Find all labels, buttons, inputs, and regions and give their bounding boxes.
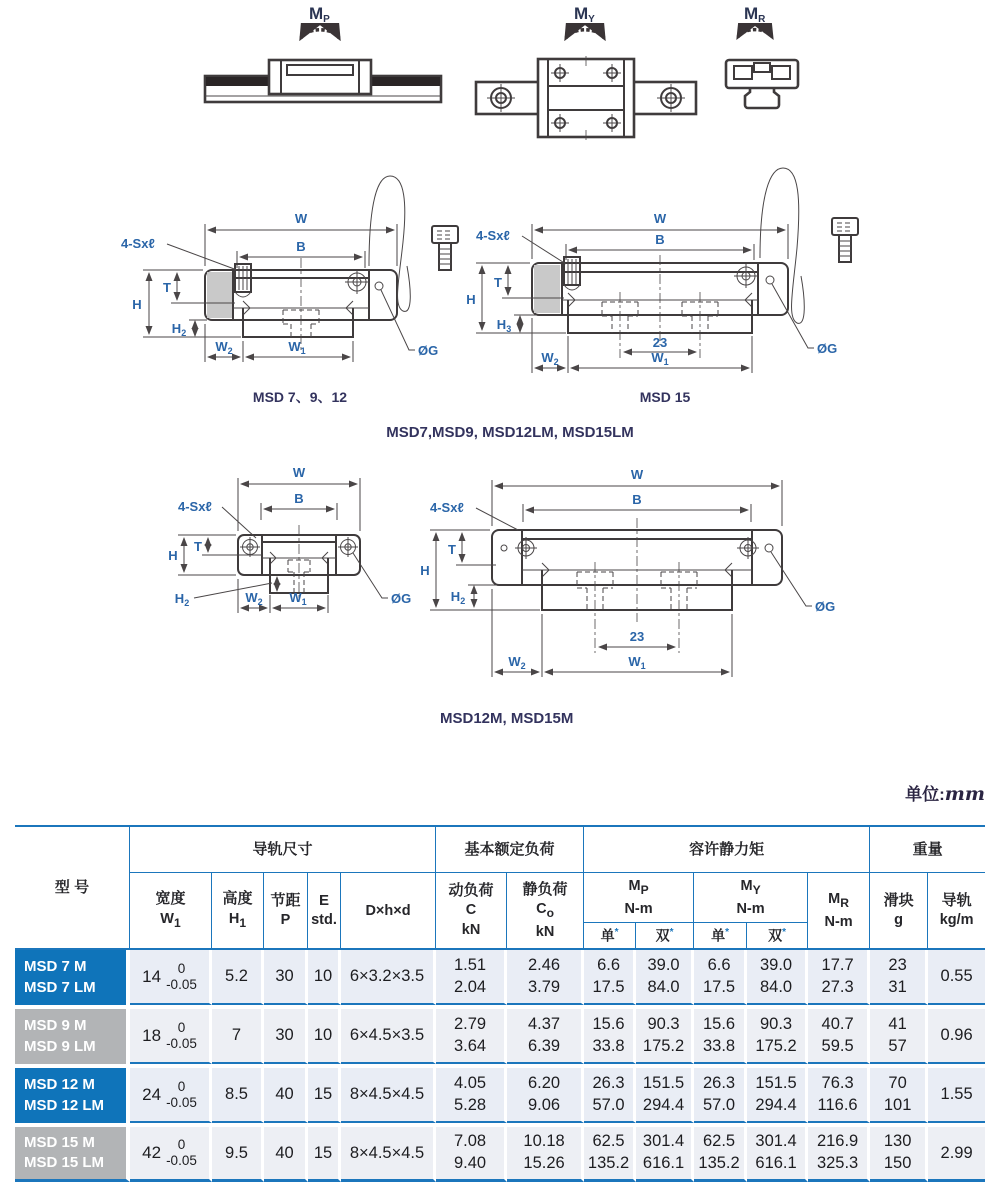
dim-og: ØG bbox=[418, 343, 439, 358]
dim-t: T bbox=[194, 539, 202, 554]
cell-w1: 42 0 -0.05 bbox=[130, 1127, 212, 1182]
cell-w1: 18 0 -0.05 bbox=[130, 1009, 212, 1064]
cell-c: 4.05 5.28 bbox=[436, 1068, 507, 1123]
header-mp-double: 双* bbox=[636, 923, 694, 950]
mounting-screw-illustration bbox=[832, 218, 858, 262]
moment-my-arc-arrow bbox=[561, 23, 609, 41]
dim-w1: $W_1$ bbox=[651, 350, 669, 367]
cell-mp-double: 151.5 294.4 bbox=[636, 1068, 694, 1123]
header-pitch: 节距 P bbox=[264, 873, 308, 950]
cell-g: 23 31 bbox=[870, 950, 928, 1005]
cell-my-single: 26.3 57.0 bbox=[694, 1068, 747, 1123]
cell-mp-single: 26.3 57.0 bbox=[584, 1068, 636, 1123]
dim-h3: $H_3$ bbox=[496, 317, 512, 334]
mp-side-view bbox=[203, 58, 443, 108]
dim-t: T bbox=[494, 275, 502, 290]
moment-my-label: MY bbox=[574, 4, 595, 25]
cell-w1: 24 0 -0.05 bbox=[130, 1068, 212, 1123]
my-top-view bbox=[474, 56, 702, 140]
dim-h2: $H_2$ bbox=[171, 321, 187, 338]
dim-w: W bbox=[294, 211, 308, 226]
moment-mr-label: MR bbox=[744, 4, 766, 25]
dim-og: ØG bbox=[817, 341, 838, 356]
cell-mp-single: 15.6 33.8 bbox=[584, 1009, 636, 1064]
cell-mr: 76.3 116.6 bbox=[808, 1068, 870, 1123]
cell-c: 1.51 2.04 bbox=[436, 950, 507, 1005]
dim-t: T bbox=[448, 542, 456, 557]
cell-h1: 7 bbox=[212, 1009, 264, 1064]
cell-p: 30 bbox=[264, 950, 308, 1005]
cell-c0: 10.18 15.26 bbox=[507, 1127, 584, 1182]
cell-e: 15 bbox=[308, 1068, 341, 1123]
header-group-static-moment: 容许静力矩 bbox=[584, 825, 870, 873]
dim-b: B bbox=[294, 491, 304, 506]
cell-my-double: 151.5 294.4 bbox=[747, 1068, 808, 1123]
model-cell: MSD 12 M MSD 12 LM bbox=[15, 1068, 130, 1123]
dim-23: 23 bbox=[652, 335, 668, 350]
cell-h1: 9.5 bbox=[212, 1127, 264, 1182]
dim-og: ØG bbox=[815, 599, 836, 614]
shaded-end-block bbox=[207, 272, 233, 318]
cell-g: 130 150 bbox=[870, 1127, 928, 1182]
cell-my-double: 90.3 175.2 bbox=[747, 1009, 808, 1064]
dim-h: H bbox=[168, 548, 178, 563]
caption-msd-15: MSD 15 bbox=[639, 389, 691, 405]
cell-kgm: 0.55 bbox=[928, 950, 985, 1005]
cell-c0: 4.37 6.39 bbox=[507, 1009, 584, 1064]
table-row-msd12 bbox=[15, 1068, 985, 1123]
header-model: 型 号 bbox=[15, 825, 130, 950]
header-rail-weight: 导轨 kg/m bbox=[928, 873, 985, 950]
msd-12m-15m-wide-drawing bbox=[410, 450, 870, 690]
cell-dhd: 8×4.5×4.5 bbox=[341, 1068, 436, 1123]
dim-b: B bbox=[296, 239, 306, 254]
header-width: 宽度 $W_1$ bbox=[130, 873, 212, 950]
cell-mp-single: 6.6 17.5 bbox=[584, 950, 636, 1005]
cell-dhd: 8×4.5×4.5 bbox=[341, 1127, 436, 1182]
cell-c: 2.79 3.64 bbox=[436, 1009, 507, 1064]
dim-w2: $W_2$ bbox=[245, 590, 263, 607]
dim-w1: $W_1$ bbox=[288, 339, 306, 356]
spec-table bbox=[15, 825, 985, 1182]
moment-mp-label: MP bbox=[309, 4, 330, 25]
header-mp-single: 单* bbox=[584, 923, 636, 950]
cell-g: 41 57 bbox=[870, 1009, 928, 1064]
caption-group2: MSD12M, MSD15M bbox=[440, 710, 574, 727]
model-cell: MSD 9 M MSD 9 LM bbox=[15, 1009, 130, 1064]
cell-p: 30 bbox=[264, 1009, 308, 1064]
dim-w2: $W_2$ bbox=[541, 350, 559, 367]
header-my: $M_Y$ N-m bbox=[694, 873, 808, 923]
cell-h1: 5.2 bbox=[212, 950, 264, 1005]
dim-h2: $H_2$ bbox=[174, 591, 190, 608]
dim-screws: 4-Sxℓ bbox=[430, 500, 464, 515]
header-my-double: 双* bbox=[747, 923, 808, 950]
mr-end-view bbox=[722, 58, 802, 112]
dim-og: ØG bbox=[391, 591, 412, 606]
cell-mp-double: 90.3 175.2 bbox=[636, 1009, 694, 1064]
cell-my-single: 62.5 135.2 bbox=[694, 1127, 747, 1182]
dim-screws: 4-Sxℓ bbox=[178, 499, 212, 514]
header-e: E std. bbox=[308, 873, 341, 950]
cell-w1: 14 0 -0.05 bbox=[130, 950, 212, 1005]
cell-dhd: 6×4.5×3.5 bbox=[341, 1009, 436, 1064]
dim-b: B bbox=[655, 232, 665, 247]
header-height: 高度 $H_1$ bbox=[212, 873, 264, 950]
cell-p: 40 bbox=[264, 1068, 308, 1123]
dim-w: W bbox=[653, 211, 667, 226]
cell-e: 10 bbox=[308, 1009, 341, 1064]
cell-e: 10 bbox=[308, 950, 341, 1005]
cell-mr: 17.7 27.3 bbox=[808, 950, 870, 1005]
cell-my-double: 301.4 616.1 bbox=[747, 1127, 808, 1182]
dim-screws: 4-Sxℓ bbox=[476, 228, 510, 243]
header-mp: $M_P$ N-m bbox=[584, 873, 694, 923]
dim-w: W bbox=[630, 467, 644, 482]
cell-mr: 216.9 325.3 bbox=[808, 1127, 870, 1182]
table-row-msd15 bbox=[15, 1127, 985, 1182]
dim-w: W bbox=[292, 465, 306, 480]
cell-c: 7.08 9.40 bbox=[436, 1127, 507, 1182]
dim-h2: $H_2$ bbox=[450, 589, 466, 606]
header-block-weight: 滑块 g bbox=[870, 873, 928, 950]
header-my-single: 单* bbox=[694, 923, 747, 950]
msd-7-9-12-drawing bbox=[85, 160, 465, 410]
cell-mp-double: 301.4 616.1 bbox=[636, 1127, 694, 1182]
header-group-weight: 重量 bbox=[870, 825, 985, 873]
cell-c0: 2.46 3.79 bbox=[507, 950, 584, 1005]
moment-mp-arc-arrow bbox=[296, 23, 344, 41]
cell-mr: 40.7 59.5 bbox=[808, 1009, 870, 1064]
cell-my-single: 6.6 17.5 bbox=[694, 950, 747, 1005]
cell-e: 15 bbox=[308, 1127, 341, 1182]
unit-label: 单位:mm bbox=[905, 783, 985, 805]
cell-mp-single: 62.5 135.2 bbox=[584, 1127, 636, 1182]
cell-dhd: 6×3.2×3.5 bbox=[341, 950, 436, 1005]
model-cell: MSD 15 M MSD 15 LM bbox=[15, 1127, 130, 1182]
model-cell: MSD 7 M MSD 7 LM bbox=[15, 950, 130, 1005]
cell-kgm: 2.99 bbox=[928, 1127, 985, 1182]
dim-w2: $W_2$ bbox=[508, 654, 526, 671]
header-group-rail-dims: 导轨尺寸 bbox=[130, 825, 436, 873]
cell-my-double: 39.0 84.0 bbox=[747, 950, 808, 1005]
shaded-end-block bbox=[534, 265, 560, 313]
header-dynamic-load: 动负荷 C kN bbox=[436, 873, 507, 950]
cell-kgm: 1.55 bbox=[928, 1068, 985, 1123]
dim-b: B bbox=[632, 492, 642, 507]
moment-mr-arc-arrow bbox=[733, 23, 777, 40]
caption-msd-7-9-12: MSD 7、9、12 bbox=[252, 389, 348, 405]
table-row-msd7 bbox=[15, 950, 985, 1005]
header-dhd: D×h×d bbox=[341, 873, 436, 950]
cell-mp-double: 39.0 84.0 bbox=[636, 950, 694, 1005]
cell-h1: 8.5 bbox=[212, 1068, 264, 1123]
dim-w2: $W_2$ bbox=[215, 339, 233, 356]
msd-15-drawing bbox=[460, 160, 900, 412]
dim-w1: $W_1$ bbox=[628, 654, 646, 671]
caption-group1: MSD7,MSD9, MSD12LM, MSD15LM bbox=[386, 424, 634, 441]
cell-my-single: 15.6 33.8 bbox=[694, 1009, 747, 1064]
cell-p: 40 bbox=[264, 1127, 308, 1182]
dim-screws: 4-Sxℓ bbox=[121, 236, 155, 251]
cell-c0: 6.20 9.06 bbox=[507, 1068, 584, 1123]
mounting-screw-illustration bbox=[432, 226, 458, 270]
dim-h: H bbox=[420, 563, 430, 578]
cell-kgm: 0.96 bbox=[928, 1009, 985, 1064]
table-row-msd9 bbox=[15, 1009, 985, 1064]
dim-h: H bbox=[466, 292, 476, 307]
header-group-basic-load: 基本额定负荷 bbox=[436, 825, 584, 873]
cell-g: 70 101 bbox=[870, 1068, 928, 1123]
header-static-load: 静负荷 $C_o$ kN bbox=[507, 873, 584, 950]
header-mr: $M_R$ N-m bbox=[808, 873, 870, 950]
dim-23: 23 bbox=[629, 629, 645, 644]
dim-w1: $W_1$ bbox=[289, 590, 307, 607]
dim-h: H bbox=[132, 297, 142, 312]
dim-t: T bbox=[163, 280, 171, 295]
